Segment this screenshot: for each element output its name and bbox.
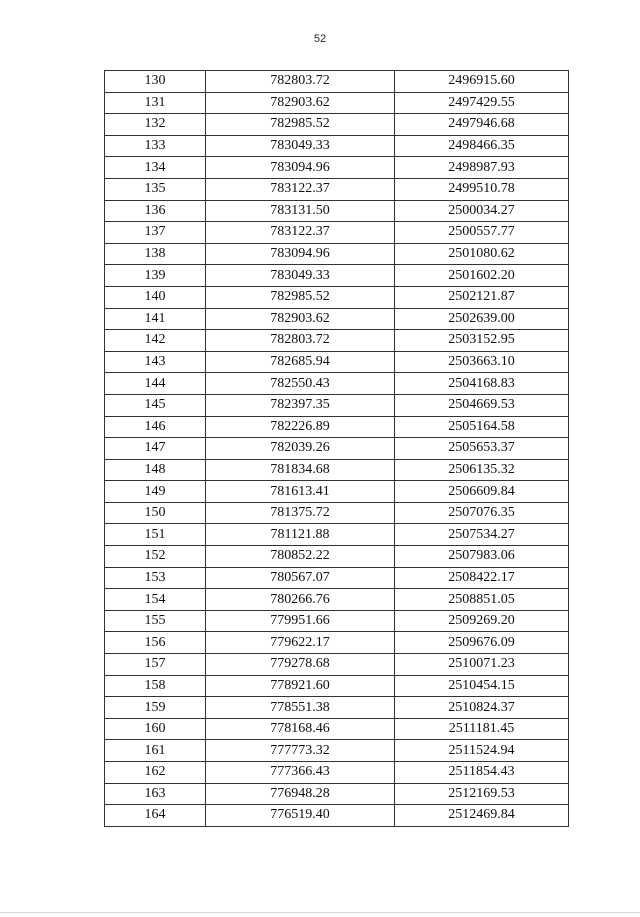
point-number-cell: 139	[105, 265, 206, 287]
y-coordinate-cell: 2506135.32	[395, 459, 569, 481]
y-coordinate-cell: 2502639.00	[395, 308, 569, 330]
y-coordinate-cell: 2510454.15	[395, 675, 569, 697]
table-row	[105, 92, 569, 114]
y-coordinate-cell: 2501602.20	[395, 265, 569, 287]
x-coordinate-cell: 780567.07	[206, 567, 395, 589]
table-row	[105, 783, 569, 805]
y-coordinate-cell: 2501080.62	[395, 243, 569, 265]
table-body	[105, 71, 569, 827]
y-coordinate-cell: 2503152.95	[395, 330, 569, 352]
table-row	[105, 675, 569, 697]
x-coordinate-cell: 782039.26	[206, 438, 395, 460]
table-row	[105, 373, 569, 395]
table-row	[105, 71, 569, 93]
x-coordinate-cell: 778921.60	[206, 675, 395, 697]
table-row	[105, 114, 569, 136]
point-number-cell: 148	[105, 459, 206, 481]
x-coordinate-cell: 782226.89	[206, 416, 395, 438]
table-row	[105, 589, 569, 611]
x-coordinate-cell: 780852.22	[206, 546, 395, 568]
x-coordinate-cell: 778551.38	[206, 697, 395, 719]
y-coordinate-cell: 2500557.77	[395, 222, 569, 244]
y-coordinate-cell: 2498466.35	[395, 135, 569, 157]
point-number-cell: 131	[105, 92, 206, 114]
table-row	[105, 805, 569, 827]
point-number-cell: 140	[105, 286, 206, 308]
point-number-cell: 141	[105, 308, 206, 330]
table-row	[105, 308, 569, 330]
point-number-cell: 152	[105, 546, 206, 568]
x-coordinate-cell: 783094.96	[206, 243, 395, 265]
x-coordinate-cell: 779951.66	[206, 610, 395, 632]
y-coordinate-cell: 2512469.84	[395, 805, 569, 827]
table-row	[105, 438, 569, 460]
x-coordinate-cell: 782985.52	[206, 114, 395, 136]
x-coordinate-cell: 779278.68	[206, 654, 395, 676]
table-row	[105, 178, 569, 200]
table-row	[105, 502, 569, 524]
point-number-cell: 150	[105, 502, 206, 524]
table-row	[105, 632, 569, 654]
x-coordinate-cell: 782903.62	[206, 308, 395, 330]
point-number-cell: 151	[105, 524, 206, 546]
table-row	[105, 157, 569, 179]
point-number-cell: 160	[105, 718, 206, 740]
y-coordinate-cell: 2509269.20	[395, 610, 569, 632]
coordinate-table	[104, 70, 569, 827]
x-coordinate-cell: 777366.43	[206, 762, 395, 784]
x-coordinate-cell: 783094.96	[206, 157, 395, 179]
point-number-cell: 149	[105, 481, 206, 503]
table-row	[105, 610, 569, 632]
point-number-cell: 164	[105, 805, 206, 827]
y-coordinate-cell: 2502121.87	[395, 286, 569, 308]
table-row	[105, 481, 569, 503]
table-row	[105, 286, 569, 308]
y-coordinate-cell: 2496915.60	[395, 71, 569, 93]
x-coordinate-cell: 782903.62	[206, 92, 395, 114]
table-row	[105, 200, 569, 222]
y-coordinate-cell: 2508422.17	[395, 567, 569, 589]
point-number-cell: 144	[105, 373, 206, 395]
y-coordinate-cell: 2504669.53	[395, 394, 569, 416]
point-number-cell: 136	[105, 200, 206, 222]
y-coordinate-cell: 2497429.55	[395, 92, 569, 114]
table-row	[105, 697, 569, 719]
point-number-cell: 143	[105, 351, 206, 373]
point-number-cell: 162	[105, 762, 206, 784]
x-coordinate-cell: 781834.68	[206, 459, 395, 481]
y-coordinate-cell: 2511854.43	[395, 762, 569, 784]
table-row	[105, 718, 569, 740]
x-coordinate-cell: 782803.72	[206, 71, 395, 93]
y-coordinate-cell: 2505164.58	[395, 416, 569, 438]
x-coordinate-cell: 781375.72	[206, 502, 395, 524]
table-row	[105, 222, 569, 244]
y-coordinate-cell: 2504168.83	[395, 373, 569, 395]
x-coordinate-cell: 781613.41	[206, 481, 395, 503]
table-row	[105, 394, 569, 416]
table-row	[105, 762, 569, 784]
table-row	[105, 654, 569, 676]
x-coordinate-cell: 782985.52	[206, 286, 395, 308]
point-number-cell: 134	[105, 157, 206, 179]
y-coordinate-cell: 2507983.06	[395, 546, 569, 568]
y-coordinate-cell: 2509676.09	[395, 632, 569, 654]
y-coordinate-cell: 2508851.05	[395, 589, 569, 611]
page-number: 52	[313, 33, 327, 45]
x-coordinate-cell: 776948.28	[206, 783, 395, 805]
y-coordinate-cell: 2500034.27	[395, 200, 569, 222]
point-number-cell: 138	[105, 243, 206, 265]
table-row	[105, 330, 569, 352]
point-number-cell: 153	[105, 567, 206, 589]
x-coordinate-cell: 781121.88	[206, 524, 395, 546]
point-number-cell: 163	[105, 783, 206, 805]
x-coordinate-cell: 776519.40	[206, 805, 395, 827]
x-coordinate-cell: 783122.37	[206, 222, 395, 244]
point-number-cell: 130	[105, 71, 206, 93]
point-number-cell: 147	[105, 438, 206, 460]
table-row	[105, 740, 569, 762]
x-coordinate-cell: 782550.43	[206, 373, 395, 395]
y-coordinate-cell: 2499510.78	[395, 178, 569, 200]
table-row	[105, 135, 569, 157]
point-number-cell: 145	[105, 394, 206, 416]
point-number-cell: 154	[105, 589, 206, 611]
point-number-cell: 132	[105, 114, 206, 136]
y-coordinate-cell: 2505653.37	[395, 438, 569, 460]
table-row	[105, 265, 569, 287]
x-coordinate-cell: 783049.33	[206, 135, 395, 157]
y-coordinate-cell: 2510071.23	[395, 654, 569, 676]
table-row	[105, 524, 569, 546]
y-coordinate-cell: 2511181.45	[395, 718, 569, 740]
y-coordinate-cell: 2510824.37	[395, 697, 569, 719]
page-bottom-divider	[0, 912, 640, 913]
table-row	[105, 416, 569, 438]
point-number-cell: 159	[105, 697, 206, 719]
y-coordinate-cell: 2512169.53	[395, 783, 569, 805]
point-number-cell: 137	[105, 222, 206, 244]
point-number-cell: 156	[105, 632, 206, 654]
x-coordinate-cell: 783122.37	[206, 178, 395, 200]
point-number-cell: 133	[105, 135, 206, 157]
y-coordinate-cell: 2497946.68	[395, 114, 569, 136]
point-number-cell: 146	[105, 416, 206, 438]
y-coordinate-cell: 2503663.10	[395, 351, 569, 373]
y-coordinate-cell: 2506609.84	[395, 481, 569, 503]
x-coordinate-cell: 780266.76	[206, 589, 395, 611]
x-coordinate-cell: 779622.17	[206, 632, 395, 654]
x-coordinate-cell: 783131.50	[206, 200, 395, 222]
point-number-cell: 142	[105, 330, 206, 352]
x-coordinate-cell: 777773.32	[206, 740, 395, 762]
y-coordinate-cell: 2507076.35	[395, 502, 569, 524]
point-number-cell: 155	[105, 610, 206, 632]
point-number-cell: 135	[105, 178, 206, 200]
table-row	[105, 567, 569, 589]
point-number-cell: 158	[105, 675, 206, 697]
point-number-cell: 157	[105, 654, 206, 676]
table-row	[105, 459, 569, 481]
y-coordinate-cell: 2498987.93	[395, 157, 569, 179]
y-coordinate-cell: 2507534.27	[395, 524, 569, 546]
point-number-cell: 161	[105, 740, 206, 762]
x-coordinate-cell: 778168.46	[206, 718, 395, 740]
table-row	[105, 546, 569, 568]
x-coordinate-cell: 782685.94	[206, 351, 395, 373]
table-row	[105, 243, 569, 265]
y-coordinate-cell: 2511524.94	[395, 740, 569, 762]
x-coordinate-cell: 782803.72	[206, 330, 395, 352]
x-coordinate-cell: 782397.35	[206, 394, 395, 416]
table-row	[105, 351, 569, 373]
x-coordinate-cell: 783049.33	[206, 265, 395, 287]
